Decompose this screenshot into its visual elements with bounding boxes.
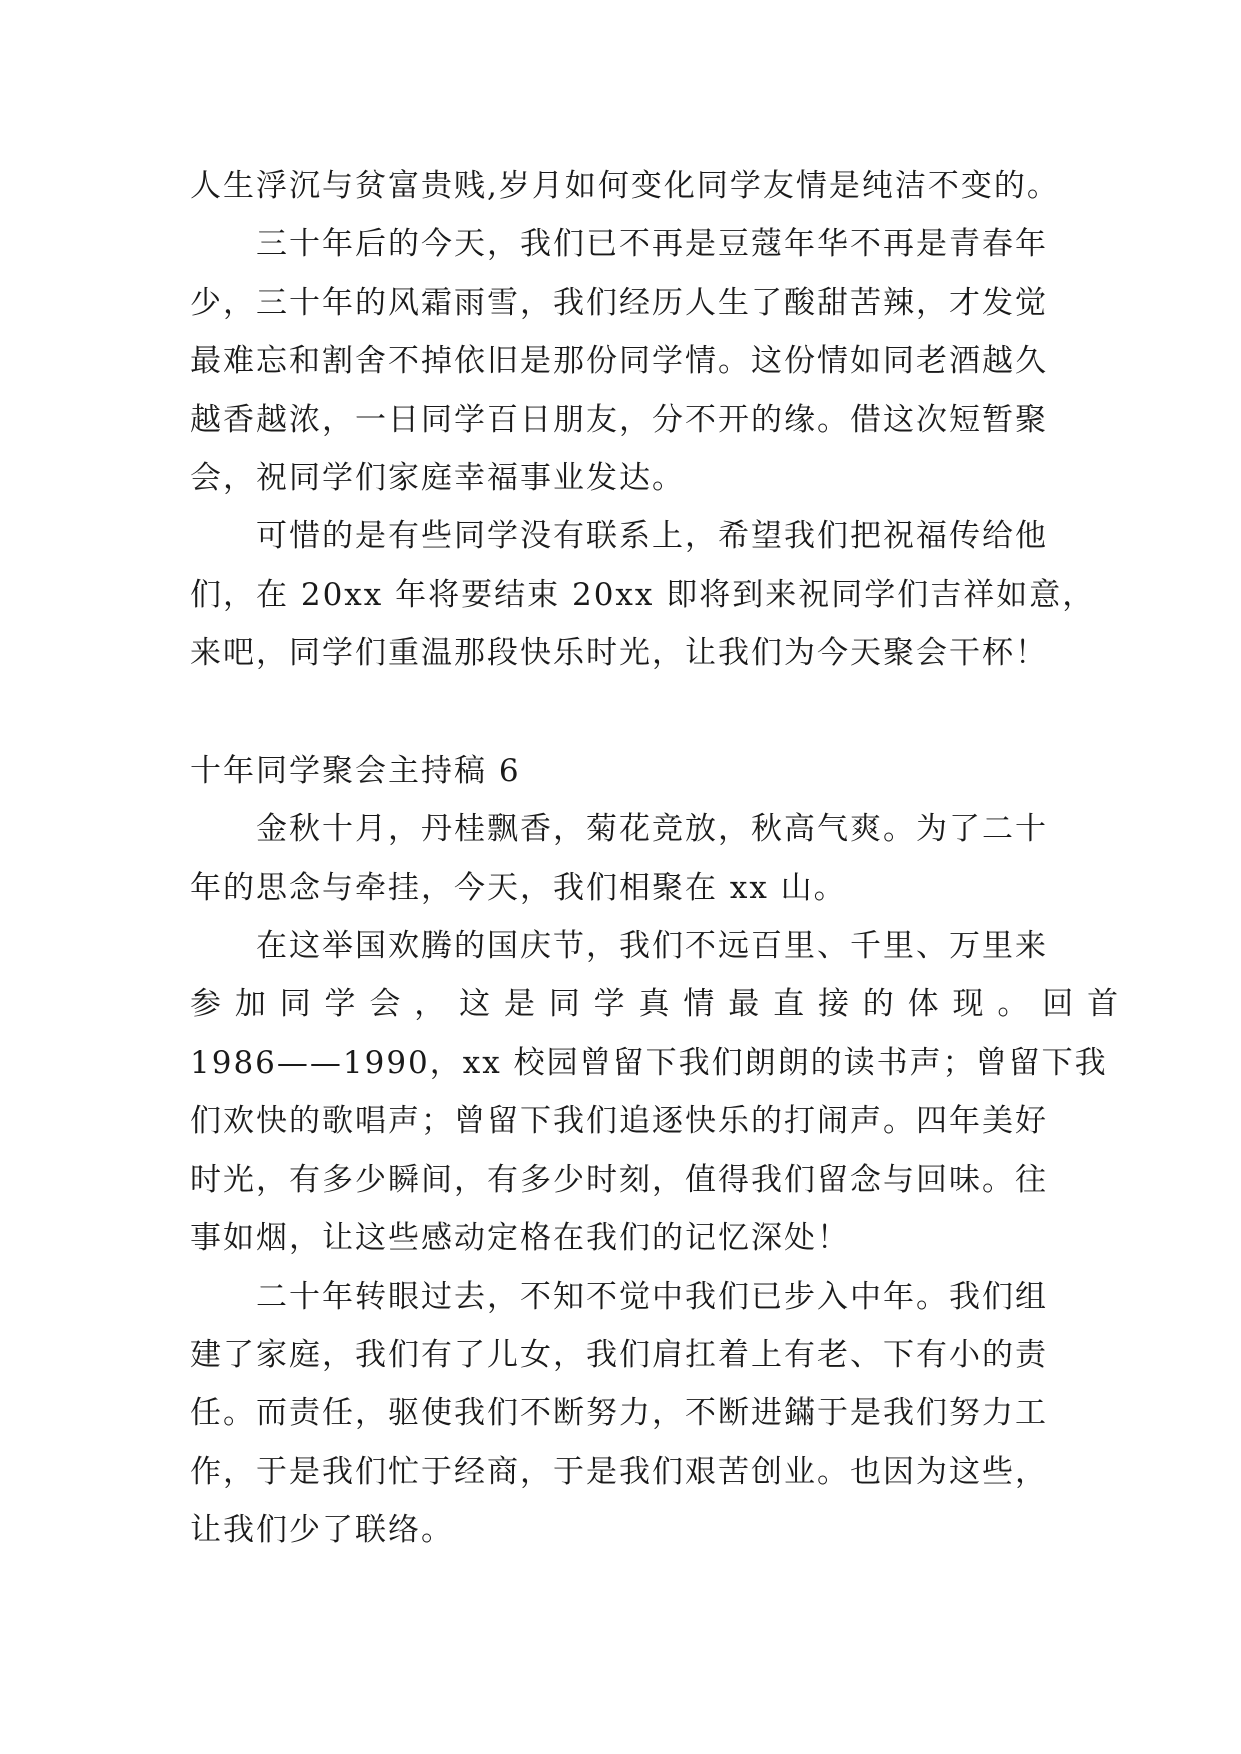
paragraph-start-line: 可惜的是有些同学没有联系上，希望我们把祝福传给他: [256, 518, 1048, 554]
text-line: 越香越浓，一日同学百日朋友，分不开的缘。借这次短暂聚: [190, 402, 1048, 438]
text-line: 作，于是我们忙于经商，于是我们艰苦创业。也因为这些，: [190, 1454, 1048, 1490]
section-heading: 十年同学聚会主持稿 6: [190, 753, 521, 789]
text-line: 们，在 20xx 年将要结束 20xx 即将到来祝同学们吉祥如意，: [190, 577, 1096, 613]
text-line: 1986——1990，xx 校园曾留下我们朗朗的读书声；曾留下我: [190, 1045, 1108, 1081]
text-line: 让我们少了联络。: [190, 1512, 454, 1548]
text-line: 建了家庭，我们有了儿女，我们肩扛着上有老、下有小的责: [190, 1337, 1048, 1373]
text-line: 年的思念与牵挂，今天，我们相聚在 xx 山。: [190, 870, 847, 906]
paragraph-start-line: 金秋十月，丹桂飘香，菊花竞放，秋高气爽。为了二十: [256, 811, 1048, 847]
text-line: 会，祝同学们家庭幸福事业发达。: [190, 460, 685, 496]
paragraph-start-line: 二十年转眼过去，不知不觉中我们已步入中年。我们组: [256, 1279, 1048, 1315]
text-line: 参 加 同 学 会 ， 这 是 同 学 真 情 最 直 接 的 体 现 。 回 首: [190, 986, 1121, 1022]
text-line: 人生浮沉与贫富贵贱,岁月如何变化同学友情是纯洁不变的。: [190, 168, 1060, 204]
paragraph-start-line: 三十年后的今天，我们已不再是豆蔻年华不再是青春年: [256, 226, 1048, 262]
text-line: 事如烟，让这些感动定格在我们的记忆深处！: [190, 1220, 850, 1256]
text-line: 任。而责任，驱使我们不断努力，不断进鏋于是我们努力工: [190, 1395, 1048, 1431]
text-line: 们欢快的歌唱声；曾留下我们追逐快乐的打闹声。四年美好: [190, 1103, 1048, 1139]
text-line: 最难忘和割舍不掉依旧是那份同学情。这份情如同老酒越久: [190, 343, 1048, 379]
paragraph-start-line: 在这举国欢腾的国庆节，我们不远百里、千里、万里来: [256, 928, 1048, 964]
text-line: 来吧，同学们重温那段快乐时光，让我们为今天聚会干杯！: [190, 635, 1048, 671]
text-line: 少，三十年的风霜雨雪，我们经历人生了酸甜苦辣，才发觉: [190, 285, 1048, 321]
text-line: 时光，有多少瞬间，有多少时刻，值得我们留念与回味。往: [190, 1162, 1048, 1198]
